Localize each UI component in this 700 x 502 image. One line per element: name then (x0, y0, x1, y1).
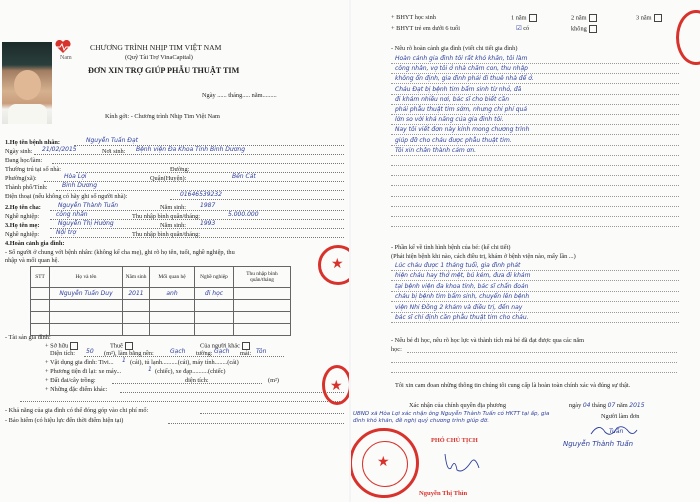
col-year: Năm sinh (123, 267, 150, 288)
bhyt-no-checkbox (589, 25, 597, 33)
diagnosis-rule (391, 301, 679, 302)
reason-line-text[interactable]: Cháu Đạt bị bệnh tim bẩm sinh từ nhỏ, đã (395, 85, 522, 93)
bhyt-2yr-option[interactable]: 2 năm (571, 14, 597, 22)
bhyt-no-option[interactable]: không (571, 25, 597, 33)
school-label-2: học: (391, 346, 402, 353)
reason-empty-rule (391, 175, 679, 176)
special-label: + Những đặc điểm khác: (45, 386, 108, 393)
father-year[interactable]: 1987 (200, 202, 216, 209)
mother-line (50, 228, 344, 229)
official-stamp-1: ★ (318, 245, 349, 285)
contribution-label: - Khả năng của gia đình có thể đóng góp vào chi phí mổ: (5, 407, 149, 414)
mother-job-label: Nghề nghiệp: (5, 231, 40, 238)
roof-value[interactable]: Tôn (256, 348, 267, 355)
area-line (84, 356, 284, 357)
dob-line (34, 154, 344, 155)
household-table-header (31, 267, 291, 288)
reason-line-text[interactable]: Hoàn cảnh gia đình tôi rất khó khăn, tôi làm (395, 55, 528, 62)
recipient-line: Kính gởi: - Chương trình Nhịp Tim Việt Nam (105, 113, 220, 120)
bhyt-3yr-option[interactable]: 3 năm (636, 14, 662, 22)
reason-rule (391, 145, 679, 146)
reason-rule (391, 104, 679, 105)
patient-photo (2, 42, 52, 124)
house-other-checkbox (242, 342, 250, 350)
reason-empty-rule (391, 185, 679, 186)
house-own-option[interactable]: + Sở hữu (45, 342, 78, 350)
reason-line-text[interactable]: đi khám nhiều nơi, bác sĩ cho biết cần (395, 95, 509, 103)
diagnosis-line-text[interactable]: hiện cháu hay thở mệt, bú kém, đưa đi khám (395, 272, 531, 280)
items-label: + Vật dụng gia đình: Tivi... (45, 359, 114, 366)
table-row (31, 300, 291, 312)
insurance-line (168, 423, 344, 424)
sign-date: ngày 04 tháng 07 năm 2015 (569, 402, 645, 409)
family-section-title: 4.Hoàn cảnh gia đình: (5, 240, 65, 247)
phone-value[interactable]: 01646539232 (180, 191, 222, 198)
applicant-name: Nguyễn Thành Tuấn (563, 440, 634, 448)
reason-line-text[interactable]: công nhân, vợ tôi ở nhà chăm con, thu nhập (395, 65, 528, 73)
table-row (31, 312, 291, 324)
diagnosis-line-text[interactable]: bác sĩ chỉ định cần phẫu thuật tim cho cháu. (395, 314, 529, 321)
wall-label: tường: (196, 350, 213, 357)
diagnosis-rule (391, 322, 679, 323)
bhyt-3yr-checkbox (654, 14, 662, 22)
applicant-label: Người làm đơn (601, 413, 640, 420)
reason-rule (391, 134, 679, 135)
heart-logo-icon (54, 40, 72, 54)
occupation-line (52, 163, 344, 164)
house-other-option[interactable]: Của người khác (200, 342, 250, 350)
insurance-label: - Bảo hiểm (có hiệu lực đến thời điểm hiện tại) (5, 417, 124, 424)
reason-line-text[interactable]: giúp đỡ cho cháu được phẫu thuật tim. (395, 136, 512, 144)
reason-empty-rule (391, 216, 679, 217)
transport-rest: (chiếc), xe đạp..........(chiếc) (155, 368, 226, 375)
col-income: Thu nhập bình quân/tháng (234, 267, 291, 288)
city-value[interactable]: Bình Dương (62, 182, 98, 189)
table-row: Nguyễn Tuấn Duy 2011 anh đi học (31, 288, 291, 300)
special-line (120, 392, 344, 393)
residence-label: Thường trú tại số nhà: (5, 166, 62, 173)
district-label: Quận(Huyện): (150, 175, 187, 182)
reason-rule (391, 124, 679, 125)
reason-rule (391, 94, 679, 95)
local-confirmation-note: UBND xã Hòa Lợi xác nhận ông Nguyễn Thành Tuấn có HKTT tại ấp, gia đình khó khăn, đề nghị quý chương trình giúp đỡ. (353, 411, 550, 424)
col-stt: STT (31, 267, 50, 288)
mother-year-label: Năm sinh: (160, 222, 187, 229)
diagnosis-rule (391, 291, 679, 292)
reason-line-text[interactable]: lớn so với khả năng của gia đình tôi. (395, 116, 504, 124)
contribution-line (200, 413, 344, 414)
government-stamp: ★ (351, 428, 419, 498)
city-label: Thành phố/Tỉnh: (5, 184, 48, 191)
checkbox-checked-icon: ☑ (516, 25, 522, 32)
mother-section-title: 3.Họ tên mẹ: (5, 222, 40, 229)
area-label: Diện tích: (50, 350, 76, 357)
ward-label: Phường(xã): (5, 175, 37, 182)
father-income[interactable]: 5.000.000 (228, 211, 259, 218)
school-label: - Nếu bé đi học, nêu rõ học lực và thành tích mà bé đã đạt được qua các năm (391, 337, 585, 344)
mother-year[interactable]: 1993 (200, 220, 216, 227)
reason-empty-rule (391, 196, 679, 197)
area-value[interactable]: 50 (86, 348, 94, 355)
father-line (50, 210, 344, 211)
reason-line-text[interactable]: Tôi xin chân thành cảm ơn. (395, 146, 477, 154)
father-year-label: Năm sinh: (160, 204, 187, 211)
reason-rule (391, 155, 679, 156)
floor-label: (m²), làm bằng nền: (104, 350, 154, 357)
house-rent-checkbox (125, 342, 133, 350)
reason-empty-rule (391, 165, 679, 166)
official-title: PHÓ CHỦ TỊCH (431, 437, 478, 444)
reason-rule (391, 63, 679, 64)
ward-value[interactable]: Hòa Lợi (64, 173, 87, 180)
form-date-line: Ngày ...... tháng..... năm......... (202, 92, 277, 99)
program-title: CHƯƠNG TRÌNH NHỊP TIM VIỆT NAM (90, 43, 222, 52)
bhyt-student-label: + BHYT học sinh (391, 14, 436, 21)
residence-line (76, 172, 344, 173)
edge-stamp (676, 10, 700, 65)
patient-name[interactable]: Nguyễn Tuấn Đạt (86, 137, 138, 144)
house-own-checkbox (70, 342, 78, 350)
pob-label: Nơi sinh: (102, 148, 126, 155)
mother-income-label: Thu nhập bình quân/tháng: (132, 231, 201, 238)
floor-value[interactable]: Gạch (170, 348, 186, 355)
diagnosis-line-text[interactable]: tại bệnh viện đa khoa tỉnh, bác sĩ chẩn đoán (395, 282, 529, 290)
reason-rule (391, 83, 679, 84)
father-name-value[interactable]: Nguyễn Thành Tuấn (58, 202, 119, 209)
reason-line-text[interactable]: phải phẫu thuật tim sớm, nhưng chi phí quá (395, 106, 528, 113)
bhyt-child-label: + BHYT trẻ em dưới 6 tuổi (391, 25, 460, 32)
house-rent-option[interactable]: Thuê (110, 342, 133, 350)
patient-section-title: 1.Họ tên bệnh nhân: (5, 139, 60, 146)
confirm-title: Xác nhận của chính quyền địa phương (409, 402, 506, 409)
street-label: Đường: (170, 166, 190, 173)
reason-empty-rule (391, 206, 679, 207)
special-line-2 (20, 401, 344, 402)
mother-job-line (50, 237, 344, 238)
items-rest: (cái), tủ lạnh..........(cái), máy tính........(cái) (130, 359, 239, 366)
occupation-label: Đang học/làm: (5, 157, 43, 164)
household-table (30, 266, 291, 336)
form-page-1 (0, 0, 349, 502)
roof-label: mái: (240, 350, 252, 357)
bhyt-yes-option[interactable]: ☑ có (516, 25, 530, 32)
col-name: Họ và tên (50, 267, 123, 288)
phone-label: Điện thoại (nếu không có hãy ghi số người nhà): (5, 193, 128, 200)
logo-caption: Nam (60, 55, 72, 61)
district-value[interactable]: Bến Cát (232, 173, 256, 180)
diagnosis-rule (391, 270, 679, 271)
reason-empty-rule (391, 226, 679, 227)
father-section-title: 2.Họ tên cha: (5, 204, 41, 211)
mother-job[interactable]: Nội trợ (56, 229, 77, 236)
diagnosis-line-text[interactable]: viện Nhi Đồng 2 khám và điều trị, đến nay (395, 303, 523, 311)
diagnosis-label: - Phần kể về tình hình bệnh của bé: (kể chi tiết) (391, 244, 511, 251)
patient-shirt (8, 104, 47, 124)
family-desc: - Số người ở chung với bệnh nhân: (không kể cha mẹ), ghi rõ họ tên, tuổi, nghề nghiệp, thu (5, 249, 235, 256)
diagnosis-line-text[interactable]: Lúc cháu được 1 tháng tuổi, gia đình phát (395, 262, 521, 269)
pob-value[interactable]: Bệnh viện Đa Khoa Tỉnh Bình Dương (136, 146, 246, 153)
bhyt-2yr-checkbox (589, 14, 597, 22)
bhyt-1yr-option[interactable]: 1 năm (511, 14, 537, 22)
father-income-label: Thu nhập bình quân/tháng: (132, 213, 201, 220)
reason-rule (391, 114, 679, 115)
family-desc-cont: nhập và mối quan hệ. (5, 257, 60, 264)
col-relation: Mối quan hệ (150, 267, 195, 288)
table-row (31, 324, 291, 336)
diagnosis-rule (391, 312, 679, 313)
school-line-2 (391, 362, 677, 363)
reason-line-text[interactable]: không ổn định, gia đình phải đi thuê nhà để ở. (395, 75, 534, 83)
land-area-label: diện tích: (185, 377, 209, 384)
form-title: ĐƠN XIN TRỢ GIÚP PHẪU THUẬT TIM (88, 66, 240, 75)
transport-label: + Phương tiện đi lại: xe máy... (45, 368, 122, 375)
official-name: Nguyễn Thị Thìn (419, 490, 468, 497)
applicant-short-signature: Tuấn (609, 428, 624, 435)
col-job: Nghề nghiệp (195, 267, 234, 288)
land-area-unit: (m²) (268, 377, 279, 384)
school-line-3 (391, 372, 677, 373)
applicant-signature-icon (589, 420, 639, 440)
wall-value[interactable]: Gạch (214, 348, 230, 355)
father-job[interactable]: công nhân (56, 211, 88, 218)
land-label: + Đất đai/cây trồng: (45, 377, 96, 384)
dob-value[interactable]: 21/02/2015 (42, 146, 77, 153)
phone-line (170, 199, 344, 200)
official-signature-icon (441, 448, 481, 476)
transport-value[interactable]: 1 (148, 366, 152, 373)
reason-label: - Nêu rõ hoàn cảnh gia đình (viết chi tiết gia đình) (391, 45, 518, 52)
assets-label: - Tài sản gia đình: (5, 334, 51, 341)
sponsor-line: (Quỹ Tài Trợ VinaCapital) (125, 54, 193, 61)
patient-face (14, 70, 41, 100)
items-tv-value[interactable]: 1 (122, 357, 126, 364)
father-job-label: Nghề nghiệp: (5, 213, 40, 220)
mother-name[interactable]: Nguyễn Thị Hường (58, 220, 114, 227)
land-line (112, 383, 262, 384)
form-page-2 (351, 0, 700, 502)
reason-line-text[interactable]: Nay tôi viết đơn này kính mong chương trình (395, 126, 530, 134)
school-line-1 (407, 352, 677, 353)
diagnosis-line-text[interactable]: cháu bị bệnh tim bẩm sinh, chuyển lên bệnh (395, 293, 530, 301)
bhyt-1yr-checkbox (529, 14, 537, 22)
diagnosis-label-2: (Phát hiện bệnh khi nào, cách điều trị, khám ở bệnh viện nào, mấy lần ...) (391, 253, 576, 260)
dob-label: Ngày sinh: (5, 148, 33, 155)
diagnosis-rule (391, 280, 679, 281)
reason-rule (391, 73, 679, 74)
official-stamp-2: ★ (322, 365, 349, 405)
declaration-text: Tôi xin cam đoan những thông tin chúng tôi cung cấp là hoàn toàn chính xác và đúng sự thật. (395, 382, 631, 389)
